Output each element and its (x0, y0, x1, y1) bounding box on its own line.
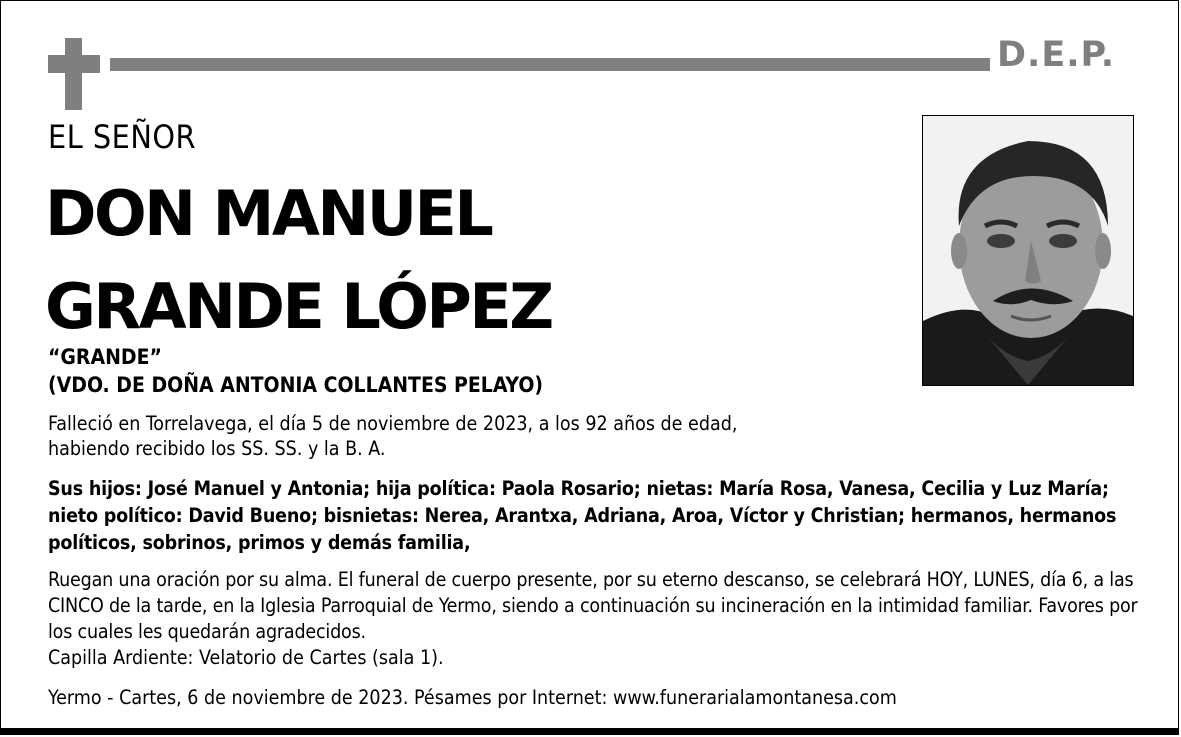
death-notice-line2: habiendo recibido los SS. SS. y la B. A. (48, 437, 386, 460)
dep-label: D.E.P. (997, 35, 1116, 75)
deceased-name-line1: DON MANUEL (45, 177, 492, 250)
footer-line: Yermo - Cartes, 6 de noviembre de 2023. Pésames por Internet: www.funerarialamontanesa.com (48, 686, 897, 709)
family-list: Sus hijos: José Manuel y Antonia; hija política: Paola Rosario; nietas: María Rosa, Vanesa, Cecilia y Luz María; nieto político: David Bueno; bisnietas: Nerea, Arantxa, Adriana, Aroa, Víctor y Christian; hermanos, hermanos políticos, sobrinos, primos y demás familia, (48, 477, 1117, 554)
deceased-name-line2: GRANDE LÓPEZ (45, 270, 552, 343)
portrait-photo (922, 115, 1134, 386)
chapel-details: Capilla Ardiente: Velatorio de Cartes (sala 1). (48, 646, 444, 669)
death-notice (48, 411, 848, 461)
funeral-details: Ruegan una oración por su alma. El funeral de cuerpo presente, por su eterno descanso, se celebrará HOY, LUNES, día 6, a las CINCO de la tarde, en la Iglesia Parroquial de Yermo, siendo a continuación su incineración en la intimidad familiar. Favores por los cuales les quedarán agradecidos. (48, 568, 1138, 643)
nickname: “GRANDE” (48, 345, 162, 369)
death-notice-line1: Falleció en Torrelavega, el día 5 de noviembre de 2023, a los 92 años de edad, (48, 412, 738, 435)
cross-icon-bar (48, 55, 100, 73)
cross-icon (65, 38, 82, 110)
bottom-border (1, 728, 1178, 734)
widower-of: (VDO. DE DOÑA ANTONIA COLLANTES PELAYO) (48, 373, 544, 397)
deceased-name (45, 167, 552, 353)
honorific-prefix: EL SEÑOR (48, 118, 197, 156)
portrait-illustration (923, 116, 1133, 385)
header-rule (110, 58, 990, 71)
